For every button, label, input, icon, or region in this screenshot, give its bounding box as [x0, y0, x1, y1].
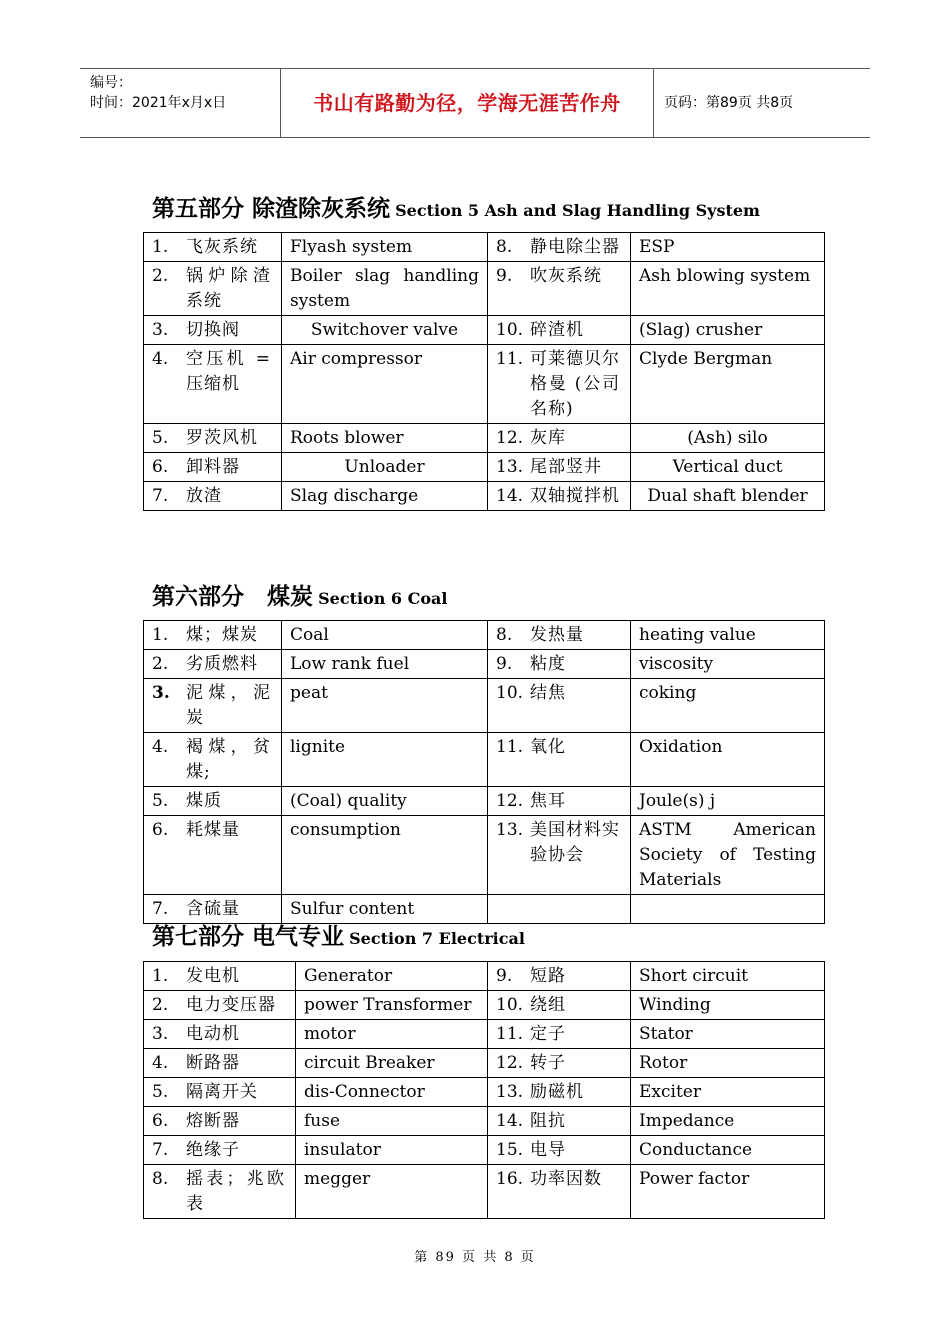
table-row	[144, 650, 825, 679]
term-zh: 灰库	[530, 428, 566, 448]
term-en: (Coal) quality	[282, 787, 488, 816]
term-en: Flyash system	[282, 233, 488, 262]
term-number: 8.	[152, 1169, 169, 1189]
term-en: circuit Breaker	[296, 1049, 488, 1078]
term-en: Oxidation	[631, 733, 825, 787]
term-number: 11.	[496, 737, 524, 757]
term-en: Dual shaft blender	[631, 482, 825, 511]
term-number: 7.	[152, 1140, 169, 1160]
term-number: 4.	[152, 1053, 169, 1073]
term-number: 13.	[496, 457, 524, 477]
table-row	[144, 733, 825, 787]
term-number: 14.	[496, 1111, 524, 1131]
term-zh-cell	[144, 233, 282, 262]
term-number: 14.	[496, 486, 524, 506]
table-row	[144, 233, 825, 262]
term-en: Generator	[296, 962, 488, 991]
term-zh: 褐煤，贫煤;	[186, 737, 271, 782]
term-zh: 摇表；兆欧表	[186, 1169, 285, 1214]
term-zh-cell	[144, 621, 282, 650]
term-en: dis-Connector	[296, 1078, 488, 1107]
term-number: 13.	[496, 1082, 524, 1102]
term-zh-cell	[488, 679, 631, 733]
term-en: insulator	[296, 1136, 488, 1165]
time-label: 时间：2021年x月x日	[90, 95, 227, 111]
term-number: 9.	[496, 966, 513, 986]
term-zh: 隔离开关	[186, 1082, 258, 1102]
term-en: (Slag) crusher	[631, 316, 825, 345]
term-en: motor	[296, 1020, 488, 1049]
term-number: 8.	[496, 625, 513, 645]
term-zh: 发电机	[186, 966, 240, 986]
table-row	[144, 424, 825, 453]
term-zh: 罗茨风机	[186, 428, 258, 448]
term-number: 15.	[496, 1140, 524, 1160]
table-row	[144, 1107, 825, 1136]
term-number: 12.	[496, 1053, 524, 1073]
term-zh: 定子	[530, 1024, 566, 1044]
term-zh-cell	[144, 787, 282, 816]
header-meta	[80, 69, 281, 137]
table-row	[144, 962, 825, 991]
term-zh: 空压机 = 压缩机	[186, 349, 271, 394]
term-en: Clyde Bergman	[631, 345, 825, 424]
table-row	[144, 262, 825, 316]
term-zh-cell	[488, 650, 631, 679]
table-row	[144, 1020, 825, 1049]
term-zh: 飞灰系统	[186, 237, 258, 257]
term-number: 7.	[152, 899, 169, 919]
term-zh-cell	[488, 1078, 631, 1107]
term-en: Conductance	[631, 1136, 825, 1165]
term-zh-cell	[144, 1078, 296, 1107]
term-zh: 电力变压器	[186, 995, 276, 1015]
term-zh-cell	[144, 1107, 296, 1136]
term-number: 3.	[152, 1024, 169, 1044]
term-zh-cell	[144, 453, 282, 482]
term-zh: 煤质	[186, 791, 222, 811]
term-en: viscosity	[631, 650, 825, 679]
term-en: Impedance	[631, 1107, 825, 1136]
term-zh-cell	[488, 1020, 631, 1049]
term-number: 4.	[152, 737, 169, 757]
term-en: consumption	[282, 816, 488, 895]
term-zh: 碎渣机	[530, 320, 584, 340]
term-number: 6.	[152, 1111, 169, 1131]
term-zh: 电动机	[186, 1024, 240, 1044]
page-header	[80, 68, 870, 138]
term-en: coking	[631, 679, 825, 733]
term-zh: 放渣	[186, 486, 222, 506]
section-title-zh: 第五部分 除渣除灰系统	[152, 195, 391, 222]
table-row	[144, 816, 825, 895]
term-zh: 静电除尘器	[530, 237, 620, 257]
term-zh-cell	[144, 816, 282, 895]
term-en: peat	[282, 679, 488, 733]
glossary-table	[143, 232, 825, 511]
section-title	[152, 190, 760, 223]
term-en: Stator	[631, 1020, 825, 1049]
term-number: 2.	[152, 995, 169, 1015]
term-zh-cell	[488, 621, 631, 650]
term-number: 5.	[152, 1082, 169, 1102]
table-row	[144, 1049, 825, 1078]
term-zh: 切换阀	[186, 320, 240, 340]
term-number: 10.	[496, 683, 524, 703]
term-zh-cell	[144, 345, 282, 424]
term-number: 3.	[152, 683, 170, 703]
table-row	[144, 621, 825, 650]
term-number: 8.	[496, 237, 513, 257]
section-title-zh: 第六部分 煤炭	[152, 583, 313, 610]
term-zh-cell	[144, 1136, 296, 1165]
term-en: megger	[296, 1165, 488, 1219]
term-zh: 焦耳	[530, 791, 566, 811]
table-row	[144, 679, 825, 733]
term-zh-cell	[488, 453, 631, 482]
term-en: Slag discharge	[282, 482, 488, 511]
term-zh: 尾部竖井	[530, 457, 602, 477]
term-number: 5.	[152, 428, 169, 448]
term-en: Winding	[631, 991, 825, 1020]
term-zh: 劣质燃料	[186, 654, 258, 674]
term-zh: 锅炉除渣系统	[186, 266, 271, 311]
section-title	[152, 918, 525, 951]
term-zh: 可莱德贝尔格曼 (公司名称)	[530, 349, 620, 419]
section-title-en: Section 5 Ash and Slag Handling System	[395, 201, 760, 220]
term-en: heating value	[631, 621, 825, 650]
term-zh-cell	[144, 262, 282, 316]
term-zh: 含硫量	[186, 899, 240, 919]
term-zh-cell	[488, 424, 631, 453]
term-en: Boiler slag handling system	[282, 262, 488, 316]
term-zh: 励磁机	[530, 1082, 584, 1102]
table-row	[144, 1078, 825, 1107]
term-zh-cell	[144, 1049, 296, 1078]
table-row	[144, 787, 825, 816]
term-zh: 绝缘子	[186, 1140, 240, 1160]
term-zh: 转子	[530, 1053, 566, 1073]
term-number: 11.	[496, 1024, 524, 1044]
term-en: Unloader	[282, 453, 488, 482]
term-number: 4.	[152, 349, 169, 369]
term-number: 1.	[152, 966, 169, 986]
term-zh-cell	[488, 1165, 631, 1219]
term-number: 6.	[152, 820, 169, 840]
table-row	[144, 316, 825, 345]
term-zh: 发热量	[530, 625, 584, 645]
term-en: Switchover valve	[282, 316, 488, 345]
term-en: ASTM American Society of Testing Materials	[631, 816, 825, 895]
number-label: 编号：	[90, 75, 132, 91]
term-number: 6.	[152, 457, 169, 477]
term-zh-cell	[488, 233, 631, 262]
section-title-en: Section 7 Electrical	[349, 929, 525, 948]
table-row	[144, 1165, 825, 1219]
term-en: Air compressor	[282, 345, 488, 424]
term-en: (Ash) silo	[631, 424, 825, 453]
term-number: 9.	[496, 654, 513, 674]
term-zh-cell	[488, 1107, 631, 1136]
term-zh-cell	[144, 482, 282, 511]
term-zh-cell	[144, 1020, 296, 1049]
term-number: 2.	[152, 654, 169, 674]
term-en: Sulfur content	[282, 895, 488, 924]
term-number: 10.	[496, 995, 524, 1015]
term-zh: 功率因数	[530, 1169, 602, 1189]
table-row	[144, 453, 825, 482]
term-zh: 电导	[530, 1140, 566, 1160]
term-number: 11.	[496, 349, 524, 369]
term-en: fuse	[296, 1107, 488, 1136]
term-zh: 绕组	[530, 995, 566, 1015]
term-en: Ash blowing system	[631, 262, 825, 316]
term-number: 9.	[496, 266, 513, 286]
term-zh-cell	[488, 345, 631, 424]
term-en	[631, 895, 825, 924]
term-zh: 粘度	[530, 654, 566, 674]
table-row	[144, 991, 825, 1020]
term-number: 12.	[496, 428, 524, 448]
table-row	[144, 1136, 825, 1165]
term-zh: 煤；煤炭	[186, 625, 258, 645]
term-en: Coal	[282, 621, 488, 650]
term-en: Short circuit	[631, 962, 825, 991]
term-en: Joule(s) j	[631, 787, 825, 816]
term-zh-cell	[144, 679, 282, 733]
term-en: Roots blower	[282, 424, 488, 453]
term-en: Exciter	[631, 1078, 825, 1107]
term-number: 12.	[496, 791, 524, 811]
page-footer: 第 89 页 共 8 页	[414, 1250, 536, 1265]
term-zh-cell	[488, 482, 631, 511]
section-title	[152, 578, 447, 611]
term-zh-cell	[488, 1136, 631, 1165]
term-zh: 泥煤，泥炭	[186, 683, 271, 728]
term-zh: 卸料器	[186, 457, 240, 477]
glossary-table	[143, 620, 825, 924]
table-row	[144, 345, 825, 424]
term-zh-cell	[144, 424, 282, 453]
term-zh: 耗煤量	[186, 820, 240, 840]
term-zh-cell	[144, 733, 282, 787]
term-zh-cell	[144, 650, 282, 679]
term-zh: 熔断器	[186, 1111, 240, 1131]
term-zh-cell	[488, 262, 631, 316]
term-zh-cell	[144, 316, 282, 345]
term-zh: 双轴搅拌机	[530, 486, 620, 506]
term-number: 16.	[496, 1169, 524, 1189]
term-en: Vertical duct	[631, 453, 825, 482]
term-zh-cell	[488, 816, 631, 895]
term-zh-cell	[488, 316, 631, 345]
page-label: 页码：第89页 共8页	[664, 95, 794, 111]
term-en: Power factor	[631, 1165, 825, 1219]
term-number: 1.	[152, 237, 169, 257]
term-number: 5.	[152, 791, 169, 811]
term-zh-cell	[488, 962, 631, 991]
glossary-table	[143, 961, 825, 1219]
term-number: 10.	[496, 320, 524, 340]
term-number: 1.	[152, 625, 169, 645]
term-zh: 吹灰系统	[530, 266, 602, 286]
motto: 书山有路勤为径，学海无涯苦作舟	[281, 69, 654, 137]
section-title-zh: 第七部分 电气专业	[152, 923, 345, 950]
section-title-en: Section 6 Coal	[318, 589, 448, 608]
term-en: lignite	[282, 733, 488, 787]
term-zh-cell	[144, 962, 296, 991]
term-zh: 氧化	[530, 737, 566, 757]
term-number: 2.	[152, 266, 169, 286]
term-zh: 美国材料实验协会	[530, 820, 620, 865]
table-row	[144, 482, 825, 511]
term-zh-cell	[144, 991, 296, 1020]
term-en: Rotor	[631, 1049, 825, 1078]
term-zh-cell	[144, 1165, 296, 1219]
term-number: 3.	[152, 320, 169, 340]
term-en: power Transformer	[296, 991, 488, 1020]
term-zh-cell	[488, 787, 631, 816]
term-zh: 阻抗	[530, 1111, 566, 1131]
term-zh: 短路	[530, 966, 566, 986]
term-zh: 结焦	[530, 683, 566, 703]
term-zh-cell	[488, 991, 631, 1020]
term-zh-cell	[488, 1049, 631, 1078]
term-zh-cell	[488, 733, 631, 787]
term-number: 7.	[152, 486, 169, 506]
term-zh: 断路器	[186, 1053, 240, 1073]
term-en: Low rank fuel	[282, 650, 488, 679]
term-number: 13.	[496, 820, 524, 840]
term-en: ESP	[631, 233, 825, 262]
